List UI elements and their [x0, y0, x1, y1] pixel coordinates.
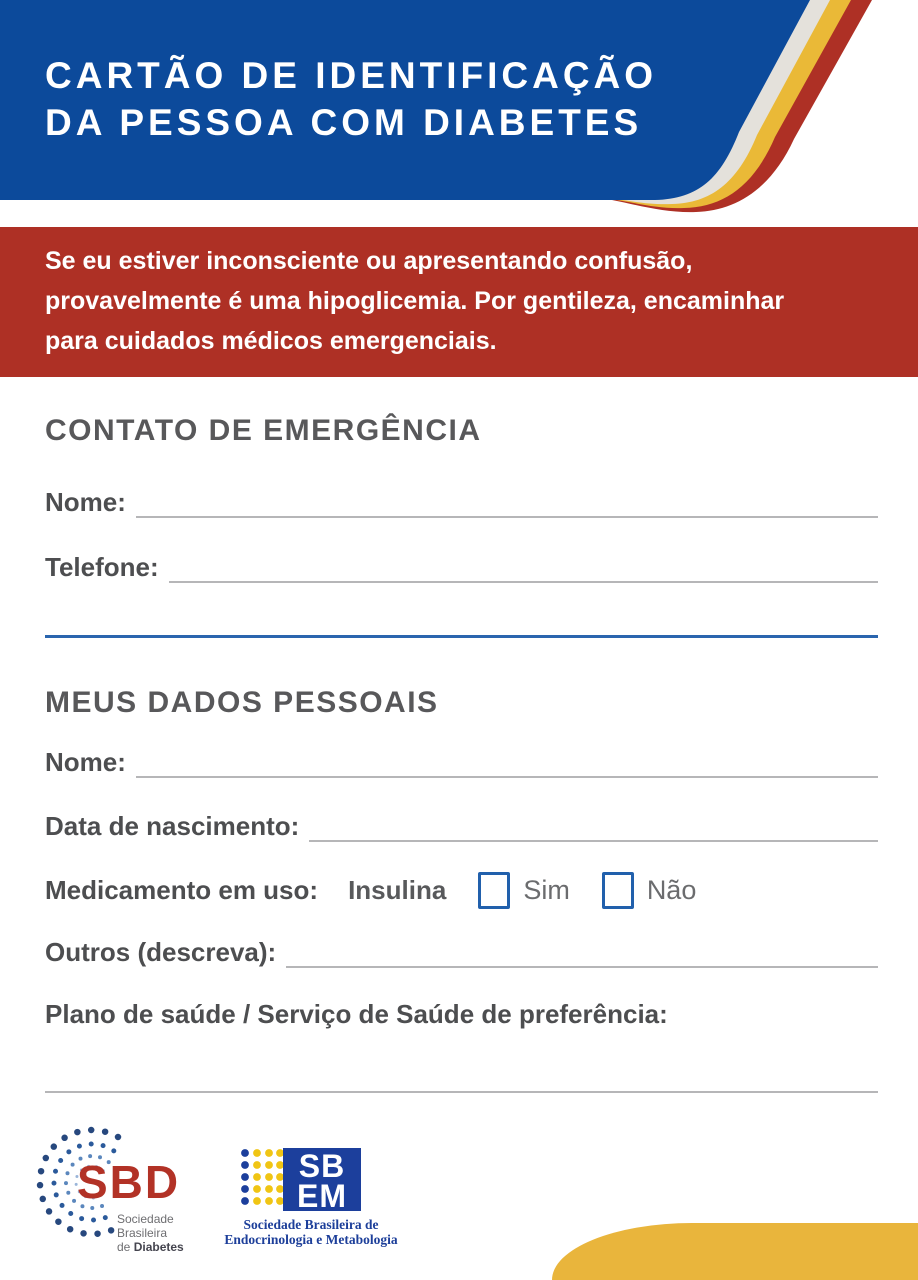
sbem-acronym-bottom: EM [297, 1178, 347, 1214]
emergency-name-line[interactable] [136, 486, 878, 518]
blue-divider [45, 635, 878, 638]
personal-data-heading: MEUS DADOS PESSOAIS [45, 686, 439, 719]
sbd-caption-bold: Diabetes [133, 1240, 184, 1254]
emergency-phone-label: Telefone: [45, 552, 159, 582]
sbem-logo [228, 1143, 398, 1215]
medication-drug-label: Insulina [348, 875, 447, 905]
emergency-name-label: Nome: [45, 487, 126, 517]
page-title-line1: CARTÃO DE IDENTIFICAÇÃO [45, 55, 658, 96]
emergency-alert-band [0, 227, 918, 377]
sbem-dot-grid [241, 1149, 284, 1205]
medication-label: Medicamento em uso: [45, 875, 319, 905]
emergency-phone-line[interactable] [169, 551, 878, 583]
insulin-yes-label: Sim [523, 875, 570, 905]
sbem-caption: Sociedade Brasileira de Endocrinologia e Metabologia [224, 1217, 398, 1247]
insulin-no-checkbox[interactable] [602, 872, 634, 909]
page-title [45, 52, 657, 146]
page-title-line2: DA PESSOA COM DIABETES [45, 102, 643, 143]
sbd-caption: Sociedade Brasileira de Diabetes [117, 1212, 184, 1254]
personal-name-row [45, 746, 878, 778]
insulin-no-label: Não [646, 875, 697, 905]
sbd-acronym: SBD [77, 1156, 181, 1208]
emergency-name-row [45, 486, 878, 518]
health-plan-row [45, 999, 878, 1030]
sbem-acronym-top: SB [298, 1148, 346, 1184]
birthdate-row [45, 810, 878, 842]
others-label: Outros (descreva): [45, 937, 277, 967]
birthdate-line[interactable] [309, 810, 878, 842]
medication-row [45, 872, 696, 909]
health-plan-line[interactable] [45, 1091, 878, 1093]
emergency-contact-heading: CONTATO DE EMERGÊNCIA [45, 414, 482, 447]
corner-yellow-shape [552, 1223, 918, 1280]
emergency-phone-row [45, 551, 878, 583]
health-plan-label: Plano de saúde / Serviço de Saúde de preferência: [45, 999, 668, 1029]
others-line[interactable] [286, 936, 878, 968]
birthdate-label: Data de nascimento: [45, 811, 300, 841]
personal-name-label: Nome: [45, 747, 126, 777]
insulin-yes-checkbox[interactable] [478, 872, 510, 909]
others-row [45, 936, 878, 968]
personal-name-line[interactable] [136, 746, 878, 778]
emergency-alert-text: Se eu estiver inconsciente ou apresentando confusão, provavelmente é uma hipoglicemia. Por gentileza, encaminhar para cuidados médicos emergenciais. [45, 247, 785, 355]
